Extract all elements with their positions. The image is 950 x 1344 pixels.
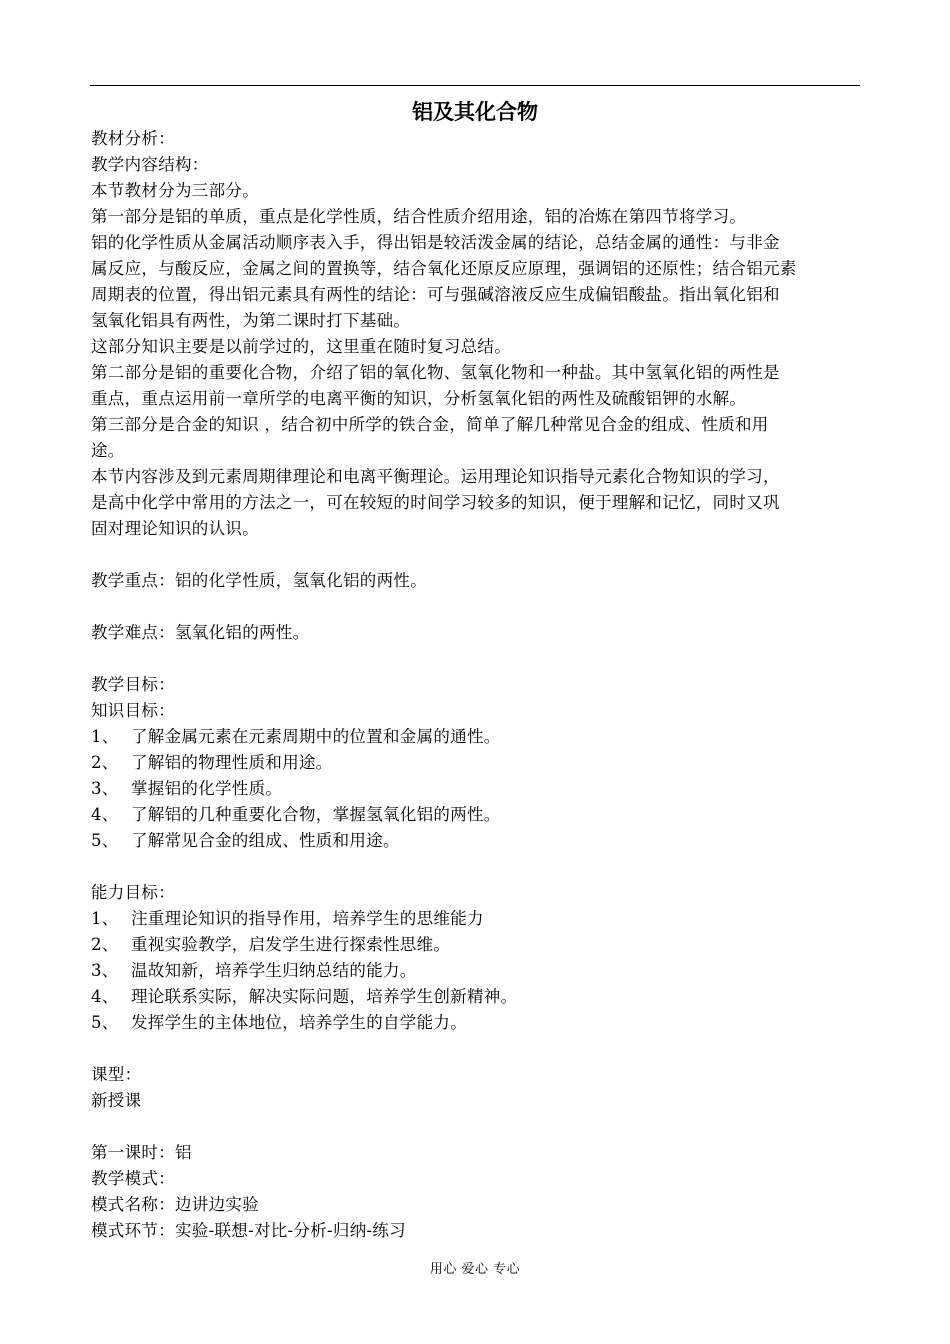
- lesson-type-value: 新授课: [91, 1091, 142, 1110]
- item-number: 2、: [91, 935, 119, 954]
- blank-line: [91, 854, 863, 880]
- mode-heading: 教学模式：: [91, 1169, 175, 1188]
- analysis-line: 周期表的位置，得出铝元素具有两性的结论：可与强碱溶液反应生成偏铝酸盐。指出氧化铝和: [91, 285, 780, 304]
- analysis-line: 属反应，与酸反应，金属之间的置换等，结合氧化还原反应原理，强调铝的还原性；结合铝元素: [91, 259, 797, 278]
- item-number: 1、: [91, 727, 119, 746]
- document-body: [91, 126, 863, 1244]
- knowledge-item: [91, 724, 863, 750]
- blank-line: [91, 542, 863, 568]
- item-number: 5、: [91, 831, 119, 850]
- knowledge-item: [91, 828, 863, 854]
- knowledge-heading: 知识目标：: [91, 701, 175, 720]
- item-number: 2、: [91, 753, 119, 772]
- item-text: 了解常见合金的组成、性质和用途。: [131, 831, 400, 850]
- item-number: 5、: [91, 1013, 119, 1032]
- item-text: 发挥学生的主体地位，培养学生的自学能力。: [131, 1013, 467, 1032]
- item-text: 重视实验教学，启发学生进行探索性思维。: [131, 935, 451, 954]
- analysis-line: 氢氧化铝具有两性，为第二课时打下基础。: [91, 311, 411, 330]
- blank-line: [91, 594, 863, 620]
- objectives-heading: 教学目标：: [91, 675, 175, 694]
- knowledge-item: [91, 750, 863, 776]
- item-number: 3、: [91, 961, 119, 980]
- ability-item: [91, 958, 863, 984]
- header-rule: [90, 85, 860, 86]
- item-text: 了解铝的物理性质和用途。: [131, 753, 333, 772]
- mode-steps: 模式环节：实验-联想-对比-分析-归纳-练习: [91, 1221, 406, 1240]
- analysis-line: 本节内容涉及到元素周期律理论和电离平衡理论。运用理论知识指导元素化合物知识的学习，: [91, 467, 780, 486]
- first-lesson-title: 第一课时：铝: [91, 1143, 192, 1162]
- document-title: 铝及其化合物: [412, 100, 538, 124]
- analysis-line: 固对理论知识的认识。: [91, 519, 259, 538]
- item-text: 了解金属元素在元素周期中的位置和金属的通性。: [131, 727, 501, 746]
- item-text: 注重理论知识的指导作用，培养学生的思维能力: [131, 909, 484, 928]
- item-text: 温故知新，培养学生归纳总结的能力。: [131, 961, 417, 980]
- analysis-line: 这部分知识主要是以前学过的，这里重在随时复习总结。: [91, 337, 511, 356]
- analysis-line: 重点，重点运用前一章所学的电离平衡的知识，分析氢氧化铝的两性及硫酸铝钾的水解。: [91, 389, 747, 408]
- analysis-heading: 教材分析：: [91, 129, 175, 148]
- analysis-line: 第二部分是铝的重要化合物，介绍了铝的氧化物、氢氧化物和一种盐。其中氢氧化铝的两性是: [91, 363, 780, 382]
- item-number: 4、: [91, 987, 119, 1006]
- ability-item: [91, 906, 863, 932]
- knowledge-item: [91, 776, 863, 802]
- lesson-type-heading: 课型：: [91, 1065, 142, 1084]
- analysis-line: 是高中化学中常用的方法之一，可在较短的时间学习较多的知识，便于理解和记忆，同时又巩: [91, 493, 780, 512]
- item-text: 理论联系实际，解决实际问题，培养学生创新精神。: [131, 987, 518, 1006]
- knowledge-item: [91, 802, 863, 828]
- ability-item: [91, 932, 863, 958]
- analysis-line: 途。: [91, 441, 125, 460]
- structure-heading: 教学内容结构：: [91, 155, 209, 174]
- item-number: 1、: [91, 909, 119, 928]
- analysis-line: 本节教材分为三部分。: [91, 181, 259, 200]
- difficult-point: 教学难点：氢氧化铝的两性。: [91, 623, 310, 642]
- item-number: 3、: [91, 779, 119, 798]
- ability-item: [91, 984, 863, 1010]
- page-footer: 用心 爱心 专心: [429, 1262, 521, 1277]
- blank-line: [91, 646, 863, 672]
- analysis-line: 第三部分是合金的知识 ，结合初中所学的铁合金，简单了解几种常见合金的组成、性质和用: [91, 415, 769, 434]
- ability-heading: 能力目标：: [91, 883, 175, 902]
- blank-line: [91, 1036, 863, 1062]
- item-text: 掌握铝的化学性质。: [131, 779, 283, 798]
- item-number: 4、: [91, 805, 119, 824]
- analysis-line: 铝的化学性质从金属活动顺序表入手，得出铝是较活泼金属的结论，总结金属的通性：与非金: [91, 233, 780, 252]
- ability-item: [91, 1010, 863, 1036]
- item-text: 了解铝的几种重要化合物，掌握氢氧化铝的两性。: [131, 805, 501, 824]
- analysis-line: 第一部分是铝的单质，重点是化学性质，结合性质介绍用途，铝的冶炼在第四节将学习。: [91, 207, 747, 226]
- mode-name: 模式名称：边讲边实验: [91, 1195, 259, 1214]
- key-point: 教学重点：铝的化学性质，氢氧化铝的两性。: [91, 571, 427, 590]
- blank-line: [91, 1114, 863, 1140]
